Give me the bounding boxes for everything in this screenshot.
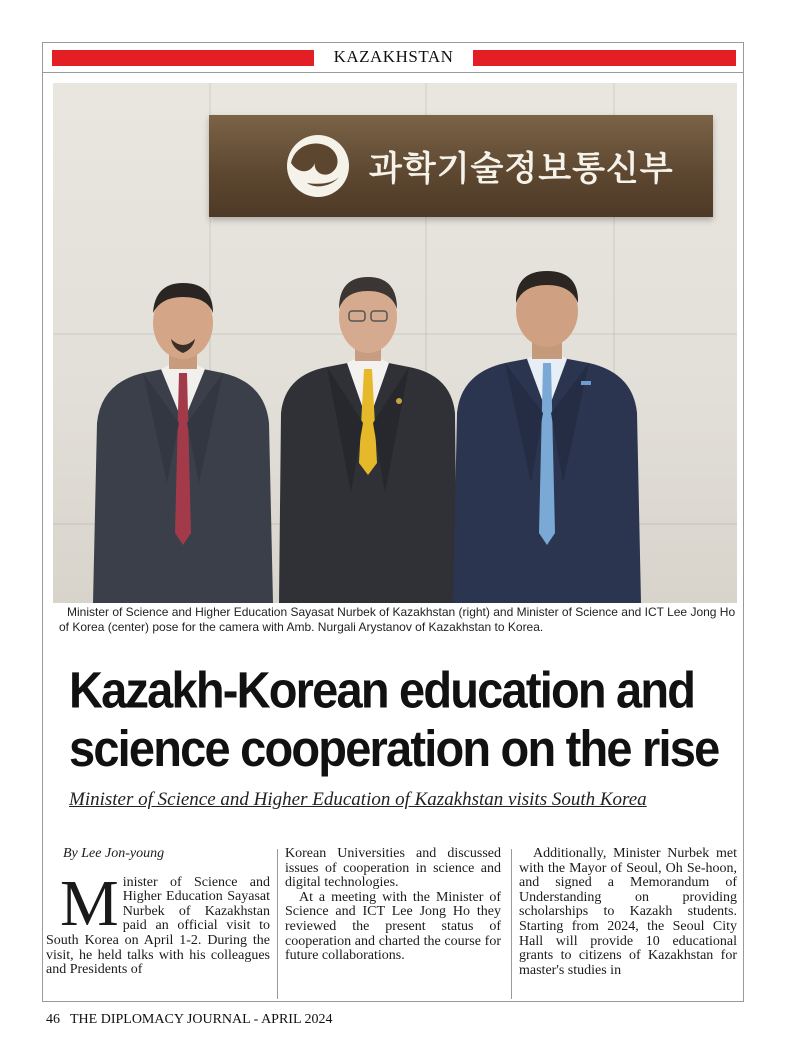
column-1 bbox=[46, 847, 270, 978]
article-photo bbox=[53, 83, 737, 603]
person-center bbox=[273, 263, 463, 603]
column-divider bbox=[277, 849, 278, 999]
section-bar-left bbox=[52, 50, 314, 66]
sign-text: 과학기술정보통신부 bbox=[369, 149, 674, 189]
person-left bbox=[83, 273, 283, 603]
section-header bbox=[43, 43, 743, 73]
article-subhead: Minister of Science and Higher Education of Kazakhstan visits South Korea bbox=[69, 789, 647, 810]
byline: By Lee Jon-young bbox=[63, 846, 165, 861]
publication-name: THE DIPLOMACY JOURNAL - APRIL 2024 bbox=[70, 1012, 333, 1027]
article-body bbox=[43, 847, 743, 999]
page-frame bbox=[42, 42, 744, 1002]
section-label: KAZAKHSTAN bbox=[333, 47, 454, 66]
photo-caption: Minister of Science and Higher Education Sayasat Nurbek of Kazakhstan (right) and Minister of Science and ICT Lee Jong Ho of Korea (center) pose for the camera with Amb. Nurgali Arystanov of Kazakhstan to Korea. bbox=[59, 605, 736, 634]
page-footer bbox=[46, 1012, 343, 1028]
column-2-paragraph-1: Korean Universities and discussed issues of cooperation in science and digital technologies. bbox=[285, 846, 501, 891]
column-2 bbox=[285, 847, 501, 964]
section-bar-right bbox=[473, 50, 736, 66]
column-2-paragraph-2: At a meeting with the Minister of Science and ICT Lee Jong Ho they reviewed the present status of cooperation and charted the course for future collaborations. bbox=[285, 889, 501, 964]
ministry-logo-icon bbox=[285, 133, 351, 199]
column-3 bbox=[519, 847, 737, 978]
person-right bbox=[447, 263, 647, 603]
column-1-text: inister of Science and Higher Education Sayasat Nurbek of Kazakhstan paid an official visit to South Korea on April 1-2. During the visit, he held talks with his colleagues and Presidents of bbox=[46, 874, 270, 978]
column-3-paragraph-1: Additionally, Minister Nurbek met with the Mayor of Seoul, Oh Se-hoon, and signed a Memorandum of Understanding on providing scholarships to Kazakh students. Starting from 2024, the Seoul City Hall will provide 10 educational grants to citizens of Kazakhstan for master's studies in bbox=[519, 846, 737, 978]
ministry-sign bbox=[209, 115, 713, 217]
article-headline: Kazakh-Korean education and science cooperation on the rise bbox=[69, 661, 719, 777]
column-divider bbox=[511, 849, 512, 999]
page-number: 46 bbox=[46, 1012, 60, 1027]
drop-cap: M bbox=[60, 866, 119, 940]
